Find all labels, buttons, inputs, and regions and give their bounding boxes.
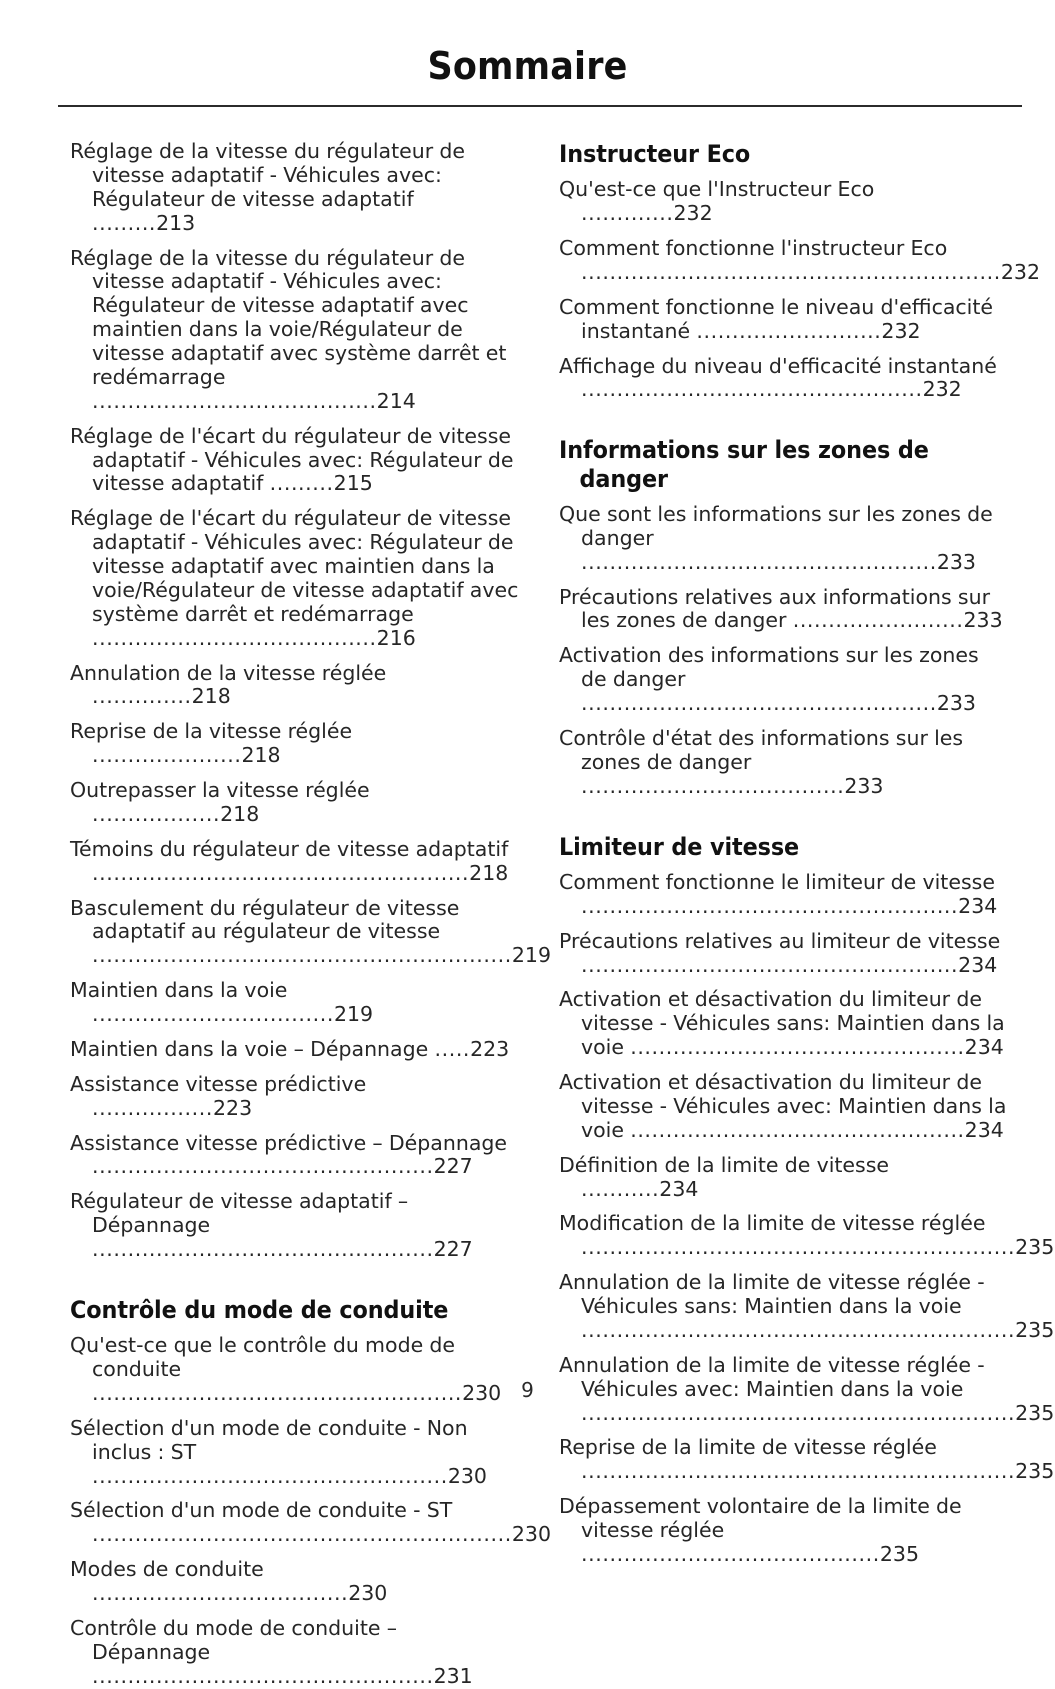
toc-entry-label: Modification de la limite de vitesse réglée [559, 1211, 986, 1236]
toc-entry-label: Précautions relatives au limiteur de vitesse [559, 928, 1001, 953]
toc-entry-page-number: 232 [673, 201, 713, 226]
toc-entry-regulateur-vitesse-adaptatif-depannage[interactable] [70, 1190, 521, 1262]
toc-entry-precautions-relatives-limiteur-vitesse[interactable] [559, 930, 1010, 978]
section-heading-informations-zones-danger: Informations sur les zones de danger [559, 436, 929, 493]
toc-entry-leader: .............. [92, 684, 192, 709]
toc-entry-reglage-vitesse-regulateur-avec[interactable] [70, 140, 521, 236]
toc-entry-leader: ............................................................. [581, 1400, 1016, 1425]
toc-entry-leader: ............. [581, 201, 674, 226]
toc-entry-label: Maintien dans la voie [70, 978, 288, 1003]
toc-entry-label: Qu'est-ce que l'Instructeur Eco [559, 177, 875, 202]
toc-entry-selection-mode-conduite-st[interactable] [70, 1498, 552, 1547]
page-title: Sommaire [427, 44, 628, 88]
toc-entry-page-number: 232 [1000, 259, 1041, 284]
toc-entry-page-number: 218 [469, 860, 509, 885]
toc-entry-selection-mode-conduite-non-inclus-st[interactable] [70, 1417, 521, 1489]
toc-entry-leader: ............................................................. [581, 1235, 1016, 1260]
toc-entry-label: Réglage de la vitesse du régulateur de vitesse adaptatif - Véhicules avec: Régulateur de vitesse adaptatif avec maintien dans la voie/Régulateur de vitesse adaptatif avec système darrêt et redémarrage [70, 245, 507, 389]
section-heading-controle-mode-conduite: Contrôle du mode de conduite [70, 1295, 449, 1324]
toc-entry-outrepasser-vitesse-reglee[interactable] [70, 779, 521, 827]
toc-entry-label: Réglage de l'écart du régulateur de vitesse adaptatif - Véhicules avec: Régulateur de vitesse adaptatif avec maintien dans la voie/Régulateur de vitesse adaptatif avec système darrêt et redémarrage [70, 506, 519, 626]
toc-entry-leader: ......... [92, 210, 157, 235]
toc-entry-label: Définition de la limite de vitesse [559, 1152, 890, 1177]
toc-entry-page-number: 230 [348, 1581, 388, 1606]
toc-right-column [559, 140, 1055, 1689]
toc-entry-leader: .................................... [92, 1581, 349, 1606]
toc-entry-page-number: 232 [922, 377, 962, 402]
toc-entry-label: Comment fonctionne le limiteur de vitesse [559, 869, 995, 894]
toc-entry-leader: ..................... [92, 743, 242, 768]
toc-entry-leader: ..................................................... [581, 952, 959, 977]
toc-entry-page-number: 227 [433, 1237, 473, 1261]
toc-entry-leader: ..... [434, 1036, 471, 1061]
toc-entry-page-number: 218 [241, 743, 281, 768]
toc-entry-comment-fonctionne-limiteur-vitesse[interactable] [559, 871, 1010, 919]
toc-entry-label: Régulateur de vitesse adaptatif – Dépannage [70, 1189, 409, 1238]
toc-entry-leader: ........................................ [92, 625, 377, 650]
toc-entry-label: Maintien dans la voie – Dépannage [70, 1036, 435, 1061]
toc-entry-leader: ..................................................... [581, 893, 959, 918]
toc-entry-quest-ce-que-instructeur-eco[interactable] [559, 178, 1010, 226]
toc-entry-label: Dépassement volontaire de la limite de vitesse réglée [559, 1494, 962, 1542]
section-heading-instructeur-eco: Instructeur Eco [559, 140, 751, 168]
toc-entry-page-number: 216 [376, 625, 416, 650]
toc-entry-label: Annulation de la limite de vitesse réglée - Véhicules sans: Maintien dans la voie [559, 1270, 985, 1318]
toc-entry-page-number: 219 [511, 943, 552, 968]
toc-entry-page-number: 223 [470, 1036, 510, 1061]
toc-entry-leader: ........................................................... [92, 1522, 512, 1547]
toc-entry-leader: ........... [581, 1176, 660, 1201]
toc-entry-label: Comment fonctionne l'instructeur Eco [559, 236, 948, 261]
toc-entry-label: Activation et désactivation du limiteur de vitesse - Véhicules avec: Maintien dans la voie [559, 1070, 1007, 1142]
toc-entry-label: Réglage de la vitesse du régulateur de vitesse adaptatif - Véhicules avec: Régulateur de vitesse adaptatif [70, 139, 466, 211]
toc-entry-page-number: 218 [220, 801, 260, 826]
toc-entry-activation-desactivation-limiteur-avec[interactable] [559, 1071, 1010, 1143]
toc-entry-reglage-vitesse-regulateur-maintien[interactable] [70, 247, 521, 414]
toc-entry-page-number: 235 [1015, 1235, 1055, 1260]
toc-entry-controle-mode-conduite-depannage[interactable] [70, 1617, 521, 1689]
toc-entry-label: Reprise de la vitesse réglée [70, 719, 353, 744]
toc-entry-page-number: 230 [462, 1380, 502, 1405]
toc-entry-leader: .................. [92, 801, 221, 826]
toc-entry-label: Réglage de l'écart du régulateur de vitesse adaptatif - Véhicules avec: Régulateur de vitesse adaptatif [70, 423, 514, 496]
toc-entry-controle-etat-informations-zones-danger[interactable] [559, 727, 1010, 799]
toc-entry-page-number: 234 [958, 893, 998, 918]
toc-entry-leader: ............................................................. [581, 1317, 1016, 1342]
toc-entry-annulation-limite-vitesse-sans[interactable] [559, 1270, 1055, 1343]
toc-entry-page-number: 215 [333, 471, 373, 496]
toc-columns [0, 140, 1055, 1689]
toc-entry-leader: ................................................ [92, 1237, 434, 1261]
toc-entry-leader: ..................................... [581, 773, 845, 798]
toc-entry-definition-limite-vitesse[interactable] [559, 1154, 1010, 1202]
toc-entry-label: Assistance vitesse prédictive [70, 1071, 367, 1096]
toc-entry-page-number: 233 [936, 549, 976, 574]
toc-entry-page-number: 231 [433, 1663, 473, 1688]
toc-entry-modes-de-conduite[interactable] [70, 1558, 521, 1606]
toc-entry-label: Annulation de la vitesse réglée [70, 660, 387, 685]
toc-entry-label: Contrôle du mode de conduite – Dépannage [70, 1615, 397, 1664]
toc-entry-basculement-regulateur-vitesse[interactable] [70, 895, 552, 969]
toc-entry-page-number: 233 [963, 608, 1003, 633]
toc-entry-page-number: 235 [879, 1541, 920, 1566]
toc-entry-leader: ........................................................... [581, 259, 1001, 284]
toc-entry-page-number: 223 [212, 1095, 253, 1120]
toc-entry-page-number: 235 [1015, 1400, 1055, 1425]
toc-entry-comment-fonctionne-instructeur-eco[interactable] [559, 236, 1041, 285]
toc-entry-page-number: 214 [376, 388, 416, 413]
toc-entry-label: Annulation de la limite de vitesse réglée - Véhicules avec: Maintien dans la voie [559, 1352, 985, 1401]
toc-entry-assistance-vitesse-predictive-depannage[interactable] [70, 1132, 521, 1180]
toc-entry-page-number: 234 [964, 1035, 1004, 1060]
toc-entry-label: Sélection d'un mode de conduite - ST [70, 1498, 453, 1523]
toc-entry-page-number: 233 [844, 773, 884, 798]
toc-entry-page-number: 232 [881, 318, 921, 343]
toc-entry-leader: ................. [92, 1095, 213, 1120]
section-heading-limiteur-de-vitesse: Limiteur de vitesse [559, 832, 800, 861]
toc-entry-label: Affichage du niveau d'efficacité instantané [559, 353, 997, 378]
toc-entry-leader: ................................................ [92, 1663, 434, 1688]
toc-entry-label: Qu'est-ce que le contrôle du mode de conduite [70, 1333, 456, 1382]
page-header [0, 0, 1055, 107]
toc-entry-assistance-vitesse-predictive[interactable] [70, 1073, 521, 1121]
toc-entry-label: Comment fonctionne le niveau d'efficacité instantané [559, 294, 994, 343]
toc-entry-page-number: 219 [333, 1002, 374, 1026]
toc-entry-page-number: 234 [659, 1176, 699, 1201]
toc-entry-label: Que sont les informations sur les zones de danger [559, 501, 993, 550]
toc-entry-que-sont-informations-zones-danger[interactable] [559, 503, 1010, 575]
toc-entry-page-number: 235 [1015, 1459, 1055, 1484]
toc-entry-reglage-ecart-regulateur-maintien[interactable] [70, 507, 521, 650]
toc-entry-depassement-volontaire-limite-vitesse[interactable] [559, 1495, 1010, 1567]
toc-entry-label: Assistance vitesse prédictive – Dépannage [70, 1130, 508, 1155]
title-divider [58, 105, 1022, 107]
toc-entry-page-number: 233 [936, 691, 976, 716]
toc-entry-maintien-dans-la-voie-depannage[interactable] [70, 1038, 521, 1062]
toc-entry-page-number: 230 [447, 1463, 487, 1488]
page-number: 9 [521, 1378, 534, 1402]
toc-entry-activation-informations-zones-danger[interactable] [559, 644, 1010, 716]
toc-entry-leader: .................................. [92, 1002, 334, 1026]
toc-entry-label: Témoins du régulateur de vitesse adaptatif [70, 836, 509, 861]
toc-entry-label: Basculement du régulateur de vitesse adaptatif au régulateur de vitesse [70, 895, 460, 944]
toc-entry-page-number: 234 [958, 952, 998, 977]
toc-entry-reprise-vitesse-reglee[interactable] [70, 720, 521, 768]
toc-entry-leader: ........................ [792, 608, 964, 633]
toc-entry-label: Activation des informations sur les zones de danger [559, 643, 979, 692]
toc-entry-leader: ............................................... [630, 1117, 965, 1142]
toc-entry-leader: .................................................. [581, 549, 937, 574]
toc-entry-page-number: 235 [1015, 1317, 1055, 1342]
toc-entry-leader: ........................................ [92, 388, 377, 413]
toc-entry-annulation-vitesse-reglee[interactable] [70, 662, 521, 710]
toc-entry-label: Modes de conduite [70, 1557, 264, 1582]
toc-entry-leader: .................................................. [92, 1463, 448, 1488]
toc-entry-leader: .......................... [696, 318, 882, 343]
toc-entry-leader: ......... [269, 471, 334, 496]
toc-entry-page-number: 230 [511, 1522, 552, 1547]
toc-entry-page-number: 234 [964, 1117, 1004, 1142]
toc-entry-reprise-limite-vitesse-reglee[interactable] [559, 1435, 1055, 1484]
toc-entry-leader: .......................................... [581, 1541, 880, 1566]
toc-entry-page-number: 218 [191, 684, 231, 709]
toc-entry-label: Outrepasser la vitesse réglée [70, 778, 370, 802]
toc-entry-leader: ............................................... [630, 1035, 965, 1060]
toc-entry-modification-limite-vitesse-reglee[interactable] [559, 1211, 1055, 1260]
toc-entry-leader: ........................................................... [92, 943, 512, 968]
toc-entry-leader: ..................................................... [92, 860, 470, 885]
toc-entry-label: Activation et désactivation du limiteur de vitesse - Véhicules sans: Maintien dans la voie [559, 987, 1005, 1060]
toc-entry-label: Reprise de la limite de vitesse réglée [559, 1435, 937, 1460]
toc-entry-reglage-ecart-regulateur-avec[interactable] [70, 425, 521, 497]
toc-entry-precautions-relatives-informations-zones[interactable] [559, 586, 1010, 634]
toc-entry-label: Précautions relatives aux informations sur les zones de danger [559, 584, 991, 633]
toc-entry-leader: ................................................ [92, 1154, 434, 1179]
toc-entry-leader: .................................................... [92, 1380, 463, 1405]
toc-entry-label: Sélection d'un mode de conduite - Non inclus : ST [70, 1415, 468, 1464]
toc-entry-page-number: 213 [156, 210, 196, 235]
toc-entry-temoins-regulateur-vitesse-adaptatif[interactable] [70, 838, 521, 886]
toc-entry-affichage-niveau-efficacite-instantane[interactable] [559, 355, 1010, 403]
toc-entry-leader: .................................................. [581, 691, 937, 716]
toc-entry-comment-fonctionne-niveau-efficacite[interactable] [559, 296, 1010, 344]
toc-entry-label: Contrôle d'état des informations sur les zones de danger [559, 725, 964, 774]
toc-left-column [70, 139, 552, 1689]
toc-entry-leader: ................................................ [581, 377, 923, 402]
toc-entry-activation-desactivation-limiteur-sans[interactable] [559, 988, 1010, 1060]
toc-entry-leader: ............................................................. [581, 1459, 1016, 1484]
toc-entry-maintien-dans-la-voie[interactable] [70, 979, 521, 1027]
toc-entry-page-number: 227 [433, 1154, 473, 1179]
